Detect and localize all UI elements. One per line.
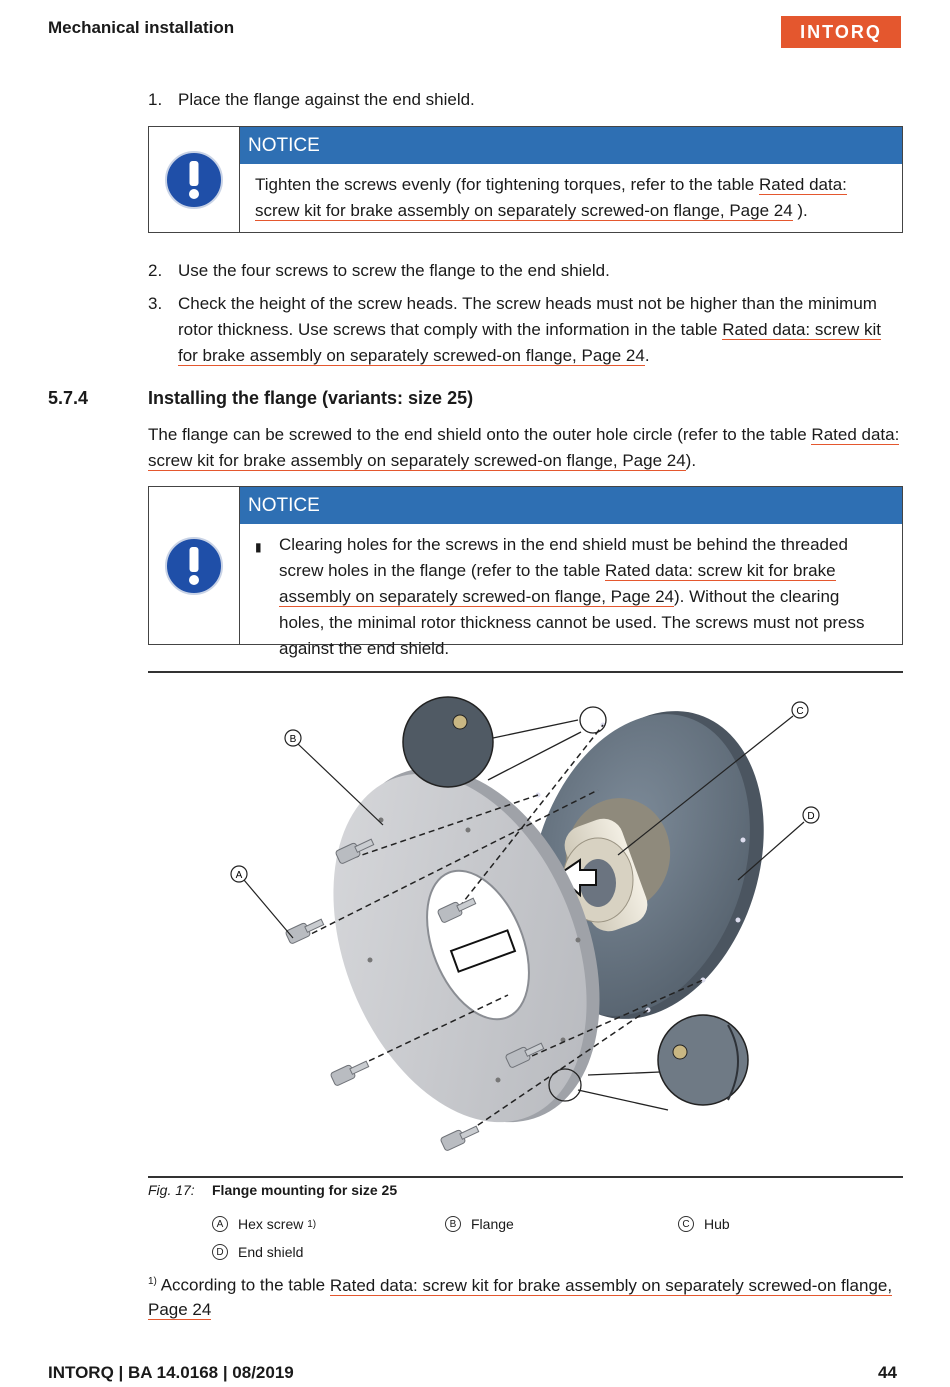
step-number: 1. (148, 90, 163, 109)
legend-label: Flange (471, 1216, 514, 1232)
notice-box (148, 486, 903, 658)
svg-text:A: A (235, 870, 243, 881)
callout-mark: D (212, 1244, 228, 1260)
section-number: 5.7.4 (48, 388, 89, 408)
legend-item (678, 1216, 730, 1232)
legend-label: Hub (704, 1216, 730, 1232)
callout-d (803, 807, 819, 823)
exclamation-icon (164, 536, 224, 596)
figure-bottom-rule (148, 1176, 903, 1178)
legend-label: Hex screw (238, 1216, 304, 1232)
intorq-logo: INTORQ (781, 16, 901, 48)
callout-mark: C (678, 1216, 694, 1232)
legend-item (445, 1216, 514, 1232)
header-title: Mechanical installation (48, 18, 235, 37)
step-1 (148, 87, 903, 113)
notice-box (148, 126, 903, 233)
notice-text: Tighten the screws evenly (for tightening torques, refer to the table Rated data: screw kit for brake assembly on separately screwed-on flange, Page 24 ). (255, 175, 847, 220)
legend-item (212, 1244, 303, 1260)
bullet-icon: ▮ (255, 540, 262, 554)
step-text: Check the height of the screw heads. The screw heads must not be higher than the minimum rotor thickness. Use screws that comply with the information in the table Rated data: screw kit for brake assembly on separately screwed-on flange, Page 24. (178, 294, 881, 365)
footnote: $^{1)}$ According to the table Rated data: screw kit for brake assembly on separately screwed-on flange, Page 24 (148, 1275, 893, 1319)
callout-mark: A (212, 1216, 228, 1232)
figure-top-rule (148, 671, 903, 673)
callout-c (792, 702, 808, 718)
notice-icon-cell (149, 487, 240, 644)
section-paragraph: The flange can be screwed to the end shield onto the outer hole circle (refer to the table Rated data: screw kit for brake assembly on separately screwed-on flange, Page 24). (148, 425, 900, 470)
svg-text:B: B (289, 734, 297, 745)
svg-text:C: C (796, 706, 804, 717)
step-number: 2. (148, 261, 163, 280)
flange-mounting-diagram (148, 680, 903, 1170)
footer-document-id: INTORQ | BA 14.0168 | 08/2019 (48, 1363, 294, 1382)
callout-b (285, 730, 301, 746)
rated-data-link[interactable]: Rated data: screw kit for brake assembly on separately screwed-on flange, Page 24 (178, 320, 881, 365)
page-number: 44 (878, 1363, 897, 1382)
notice-heading: NOTICE (240, 127, 902, 164)
callout-a (231, 866, 247, 882)
rated-data-link[interactable]: Rated data: screw kit for brake assembly on separately screwed-on flange, Page 24 (148, 425, 900, 470)
notice-icon-cell (149, 127, 240, 232)
exclamation-icon (164, 150, 224, 210)
legend-item: A Hex screw 1) (212, 1216, 316, 1232)
callout-mark: B (445, 1216, 461, 1232)
figure-caption: Flange mounting for size 25 (212, 1182, 398, 1198)
step-number: 3. (148, 294, 163, 313)
svg-text:D: D (807, 811, 815, 822)
step-3 (148, 291, 903, 369)
figure-label: Fig. 17: (148, 1182, 195, 1198)
notice-heading: NOTICE (240, 487, 902, 524)
step-text: Use the four screws to screw the flange to the end shield. (178, 261, 610, 280)
rated-data-link[interactable]: Rated data: screw kit for brake assembly on separately screwed-on flange, Page 24 (255, 175, 847, 220)
rated-data-link[interactable]: Rated data: screw kit for brake assembly on separately screwed-on flange, Page 24 (279, 561, 836, 606)
legend-label: End shield (238, 1244, 304, 1260)
rated-data-link[interactable]: Rated data: screw kit for brake assembly on separately screwed-on flange, Page 24 (148, 1275, 893, 1319)
step-2 (148, 258, 903, 284)
notice-text: ▮ Clearing holes for the screws in the end shield must be behind the threaded screw holes in the flange (refer to the table Rated data: screw kit for brake assembly on separately screwed-on flange, Page 24). Without the clearing holes, the minimal rotor thickness cannot be used. The screws must not press against the end shield. (240, 524, 902, 668)
section-title: Installing the flange (variants: size 25) (148, 388, 474, 408)
step-text: Place the flange against the end shield. (178, 90, 475, 109)
